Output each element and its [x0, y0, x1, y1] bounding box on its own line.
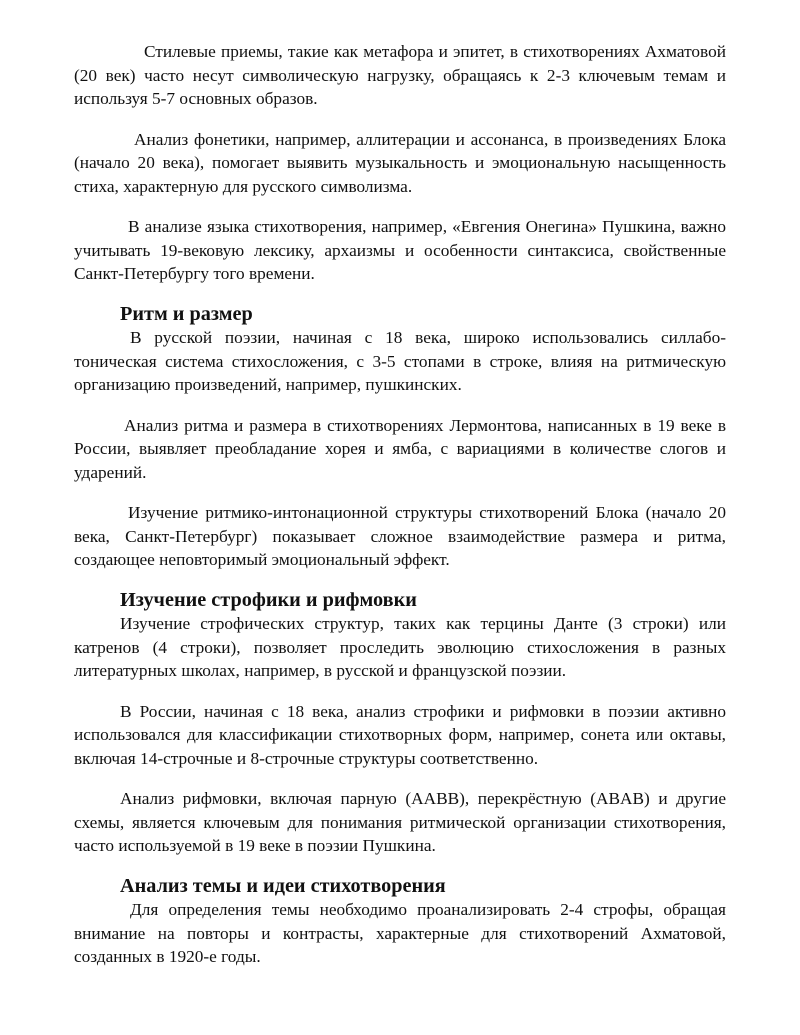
heading-rhythm: Ритм и размер [120, 302, 253, 325]
paragraph-rhythm-blok: Изучение ритмико-интонационной структуры стихотворений Блока (начало 20 века, Санкт-Петербург) показывает сложное взаимодействие размера и ритма, создающее неповторимый эмоциональный эффект. [74, 503, 726, 569]
paragraph-theme-definition: Для определения темы необходимо проанализировать 2-4 строфы, обращая внимание на повторы и контрасты, характерные для стихотворений Ахматовой, созданных в 1920-е годы. [74, 900, 726, 966]
paragraph-rhythm-syllabotonic: В русской поэзии, начиная с 18 века, широко использовались силлабо-тоническая система стихосложения, с 3-5 стопами в строке, влияя на ритмическую организацию произведений, например, пушкинских. [74, 328, 726, 394]
paragraph-stylistic-devices: Стилевые приемы, такие как метафора и эпитет, в стихотворениях Ахматовой (20 век) часто несут символическую нагрузку, обращаясь к 2-3 ключевым темам и используя 5-7 основных образов. [74, 42, 726, 108]
heading-stanza: Изучение строфики и рифмовки [120, 588, 417, 611]
document-page [74, 40, 726, 969]
paragraph-rhythm-lermontov: Анализ ритма и размера в стихотворениях Лермонтова, написанных в 19 веке в России, выявляет преобладание хорея и ямба, с вариациями в количестве слогов и ударений. [74, 415, 726, 482]
paragraph-language: В анализе языка стихотворения, например, «Евгения Онегина» Пушкина, важно учитывать 19-вековую лексику, архаизмы и особенности синтаксиса, свойственные Санкт-Петербургу того времени. [74, 217, 726, 283]
paragraph-stanza-rhyme: Анализ рифмовки, включая парную (AABB), перекрёстную (ABAB) и другие схемы, является ключевым для понимания ритмической организации стихотворения, часто используемой в 19 веке в поэзии Пушкина. [74, 789, 726, 855]
paragraph-stanza-russia: В России, начиная с 18 века, анализ строфики и рифмовки в поэзии активно использовался для классификации стихотворных форм, например, сонета или октавы, включая 14-строчные и 8-строчные структуры соответственно. [74, 701, 726, 768]
paragraph-stanza-structures: Изучение строфических структур, таких как терцины Данте (3 строки) или катренов (4 строки), позволяет проследить эволюцию стихосложения в разных литературных школах, например, в русской и французской поэзии. [74, 614, 726, 680]
paragraph-phonetics: Анализ фонетики, например, аллитерации и ассонанса, в произведениях Блока (начало 20 века), помогает выявить музыкальность и эмоциональную насыщенность стиха, характерную для русского символизма. [74, 129, 726, 196]
heading-theme: Анализ темы и идеи стихотворения [120, 874, 446, 897]
